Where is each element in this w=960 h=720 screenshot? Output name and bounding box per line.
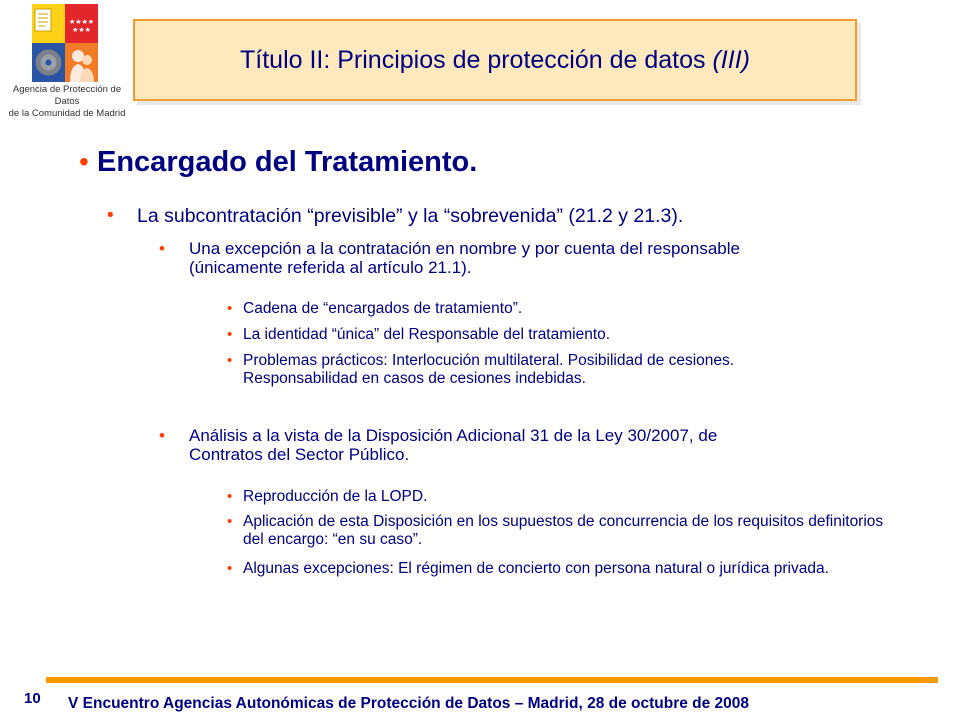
bullet-icon: • bbox=[227, 488, 233, 505]
bullet-icon: • bbox=[159, 239, 165, 258]
list-item-text: La identidad “única” del Responsable del tratamiento. bbox=[243, 326, 611, 343]
agency-logo bbox=[2, 2, 130, 124]
heading-bullet-row bbox=[79, 146, 477, 179]
list-item-text: Algunas excepciones: El régimen de concierto con persona natural o jurídica privada. bbox=[243, 560, 829, 577]
subpoint-row bbox=[107, 205, 683, 228]
list-item-text: Cadena de “encargados de tratamiento”. bbox=[243, 300, 523, 317]
logo-caption bbox=[2, 84, 132, 120]
list-item-text: Reproducción de la LOPD. bbox=[243, 488, 428, 505]
slide-title-suffix: (III) bbox=[712, 45, 750, 74]
bullet-icon: • bbox=[227, 300, 233, 317]
bullet-icon: • bbox=[227, 352, 233, 369]
logo-caption-line: de la Comunidad de Madrid bbox=[8, 108, 126, 119]
footer-divider bbox=[46, 677, 938, 683]
bullet-icon: • bbox=[227, 513, 233, 530]
list-item-text: Aplicación de esta Disposición en los supuestos de concurrencia de los requisitos definitorios del encargo: “en su caso”. bbox=[243, 513, 884, 548]
bullet-icon: • bbox=[159, 426, 165, 445]
svg-text:★★★★: ★★★★ bbox=[68, 18, 95, 26]
list-item bbox=[227, 300, 893, 318]
section-heading: Encargado del Tratamiento. bbox=[97, 146, 478, 178]
slide-title-main: Título II: Principios de protección de datos bbox=[240, 45, 713, 74]
svg-text:★★★: ★★★ bbox=[72, 26, 91, 34]
list-item bbox=[227, 352, 833, 388]
list-item bbox=[227, 326, 893, 344]
logo-caption-line: Agencia de Protección de Datos bbox=[12, 84, 122, 107]
list-item-text: Problemas prácticos: Interlocución multilateral. Posibilidad de cesiones. Responsabilidad en casos de cesiones indebidas. bbox=[243, 352, 735, 387]
list-item bbox=[227, 488, 893, 506]
slide-title bbox=[240, 46, 750, 75]
bullet-icon: • bbox=[227, 560, 233, 577]
point-row bbox=[159, 426, 749, 464]
agency-logo-icon bbox=[32, 4, 98, 82]
slide-title-box bbox=[133, 19, 857, 101]
point-row bbox=[159, 239, 749, 277]
bullet-icon: • bbox=[107, 205, 114, 226]
list-item bbox=[227, 560, 903, 578]
footer-text: V Encuentro Agencias Autonómicas de Protección de Datos – Madrid, 28 de octubre de 2008 bbox=[68, 695, 750, 712]
list-item bbox=[227, 513, 903, 549]
bullet-icon: • bbox=[227, 326, 233, 343]
page-number: 10 bbox=[24, 690, 41, 707]
bullet-icon: • bbox=[79, 146, 89, 177]
subpoint-text: La subcontratación “previsible” y la “sobrevenida” (21.2 y 21.3). bbox=[137, 205, 684, 227]
point-a-text: Una excepción a la contratación en nombre y por cuenta del responsable (únicamente referida al artículo 21.1). bbox=[189, 239, 740, 277]
point-b-text: Análisis a la vista de la Disposición Adicional 31 de la Ley 30/2007, de Contratos del Sector Público. bbox=[189, 426, 718, 464]
